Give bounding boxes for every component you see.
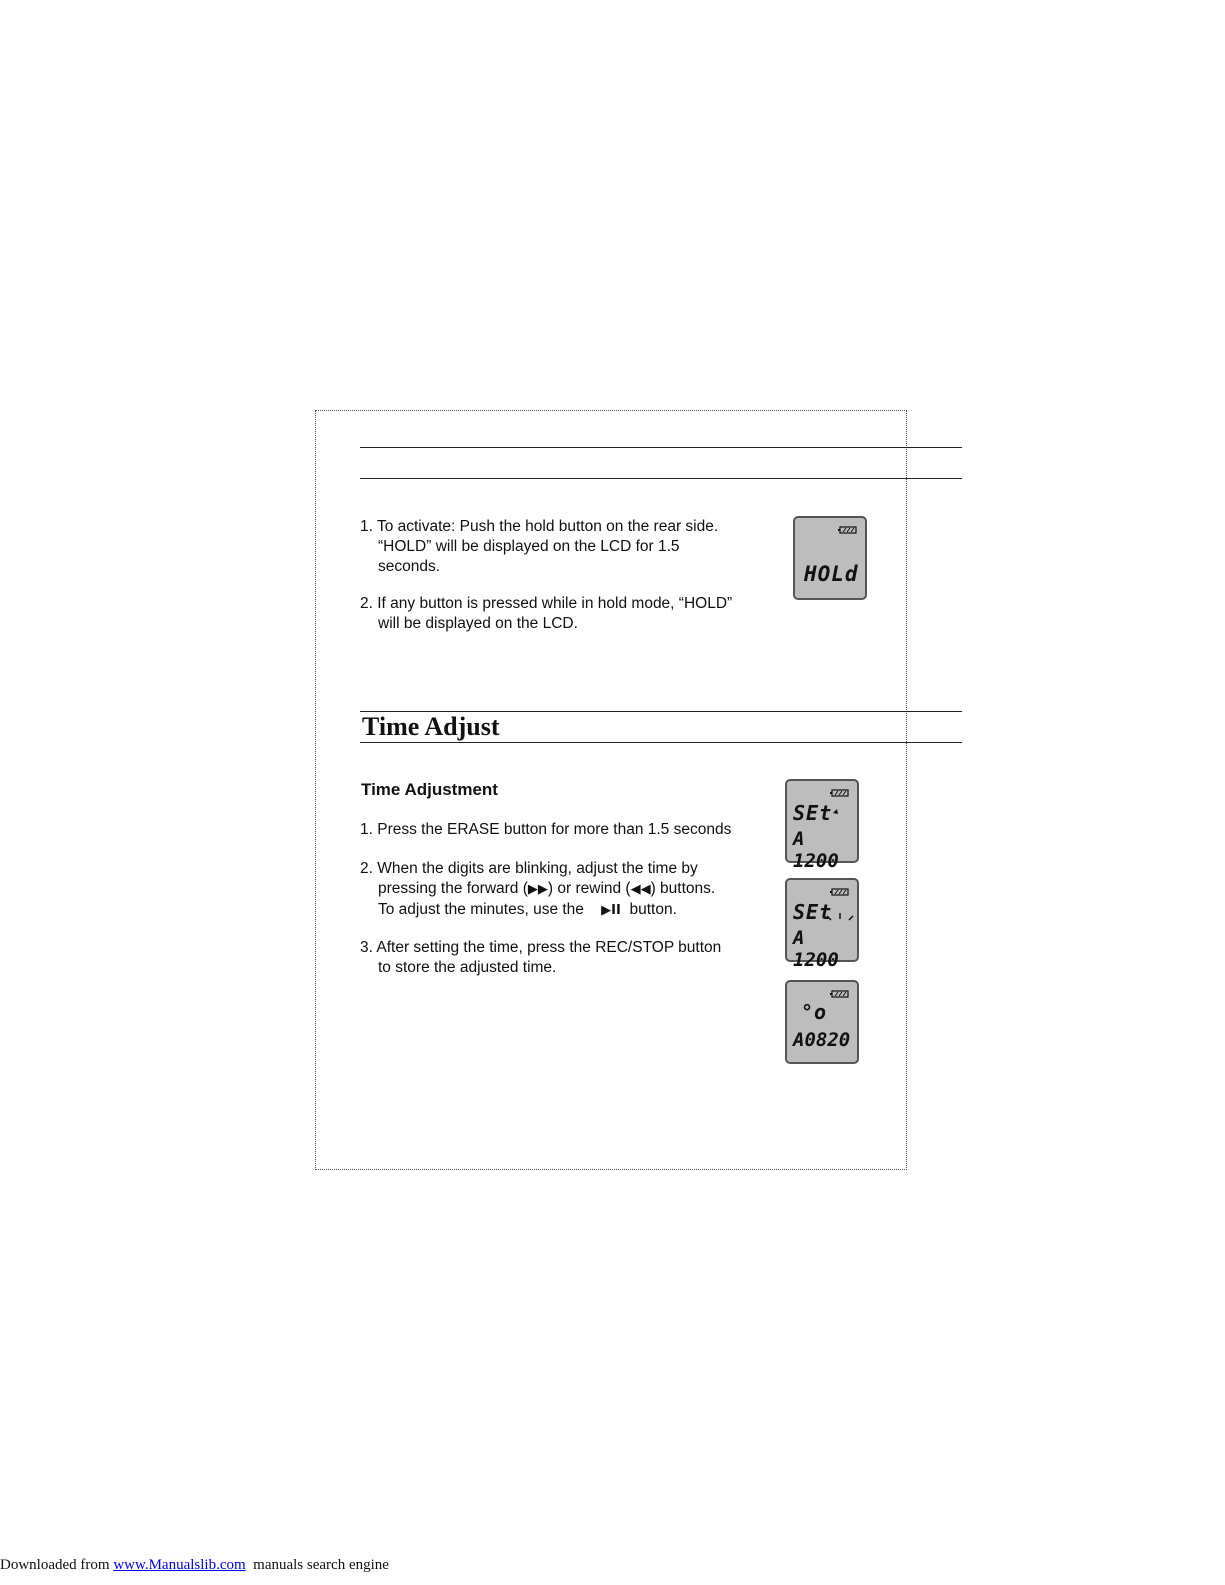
- lcd-3-bottom-text: A0820: [793, 1029, 851, 1051]
- time-step-1-line-1: 1. Press the ERASE button for more than 1.5 seconds: [360, 821, 732, 838]
- rewind-icon: ◀◀: [630, 882, 651, 897]
- time-lcd-display-1: [785, 779, 859, 872]
- time-step-3-line-2: to store the adjusted time.: [378, 959, 557, 976]
- hold-step-2-line-2: will be displayed on the LCD.: [378, 615, 578, 632]
- battery-icon: [795, 518, 869, 602]
- time-step-2-line-1: 2. When the digits are blinking, adjust the time by: [360, 860, 698, 877]
- lcd-3-top-text: °o: [801, 1000, 828, 1024]
- step2-text-c: ) buttons.: [650, 880, 716, 897]
- footer-suffix: manuals search engine: [245, 1557, 389, 1573]
- hold-step-1-line-3: seconds.: [378, 558, 441, 575]
- hold-step-1-line-2: “HOLD” will be displayed on the LCD for 1.5: [378, 538, 680, 555]
- step2-text-b: ) or rewind (: [547, 880, 631, 897]
- hold-step-2-line-1: 2. If any button is pressed while in hold mode, “HOLD”: [360, 595, 733, 612]
- step2-text-e: button.: [629, 901, 677, 918]
- time-step-2-line-3: [360, 900, 715, 921]
- time-step-3: [360, 938, 721, 978]
- battery-icon: [787, 982, 861, 1066]
- footer-prefix: Downloaded from: [0, 1557, 114, 1573]
- hold-step-2: [360, 594, 732, 634]
- footer-link[interactable]: www.Manualslib.com: [113, 1557, 246, 1573]
- step2-text-d: To adjust the minutes, use the: [378, 901, 584, 918]
- time-adjustment-subheading: Time Adjustment: [361, 780, 498, 799]
- forward-icon: ▶▶: [527, 882, 548, 897]
- hold-lcd-text: HOLd: [804, 562, 859, 586]
- header-rule-bottom: [360, 478, 962, 479]
- time-step-1: [360, 820, 731, 840]
- footer: [0, 1557, 389, 1574]
- time-lcd-display-3: [785, 980, 859, 1064]
- time-step-3-line-1: 3. After setting the time, press the REC/STOP button: [360, 939, 722, 956]
- time-step-2: [360, 859, 715, 921]
- lcd-2-bottom-text: A 1200: [793, 927, 839, 971]
- header-rule-top: [360, 447, 962, 448]
- hold-lcd-display: [793, 516, 867, 600]
- hold-step-1: [360, 517, 718, 577]
- lcd-2-top-text: SEt: [793, 900, 833, 924]
- time-step-2-line-2: [360, 879, 715, 900]
- time-lcd-display-2: [785, 878, 859, 971]
- play-pause-icon: ▶II: [601, 903, 621, 918]
- hold-step-1-line-1: 1. To activate: Push the hold button on the rear side.: [360, 518, 719, 535]
- lcd-1-top-text: SEt: [793, 801, 833, 825]
- section-title: Time Adjust: [362, 712, 500, 741]
- step2-text-a: pressing the forward (: [378, 880, 528, 897]
- time-title-rule-bottom: [360, 742, 962, 743]
- lcd-1-bottom-text: A 1200: [793, 828, 839, 872]
